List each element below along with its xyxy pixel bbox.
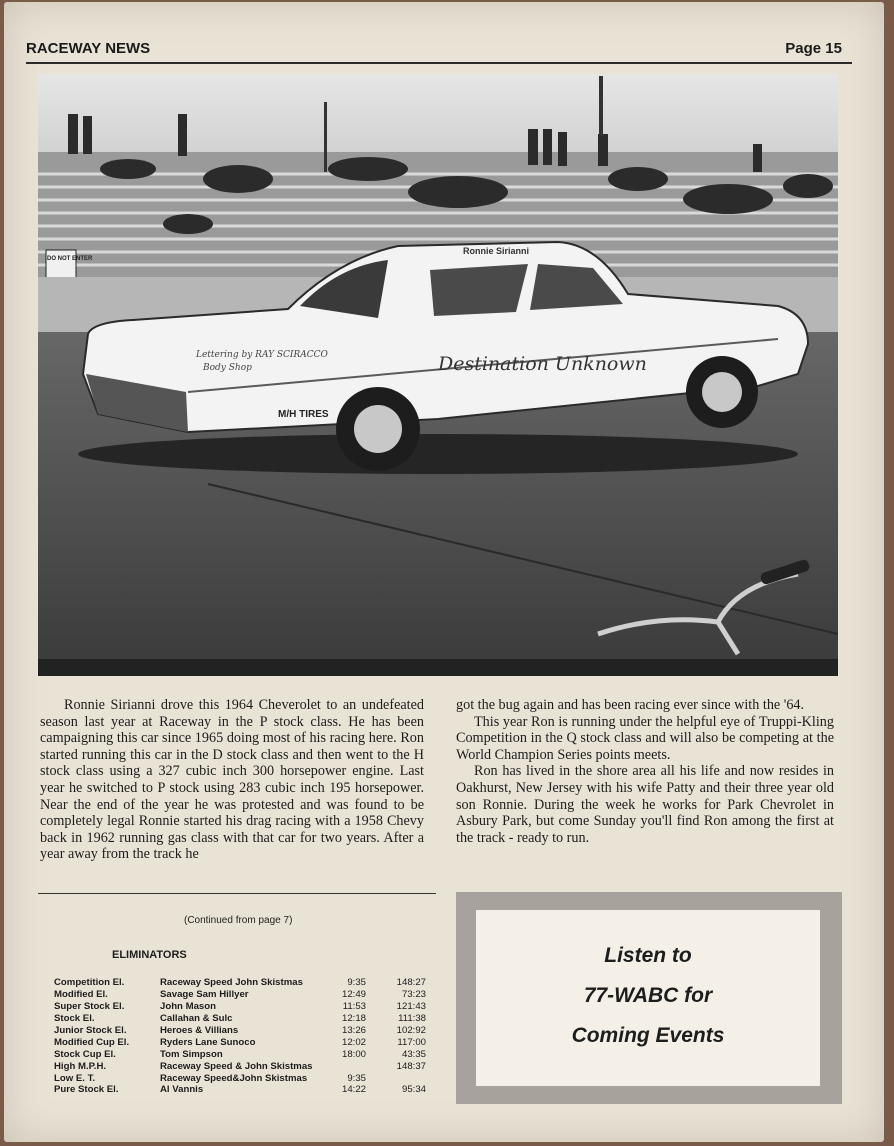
photo-illustration [38,74,838,676]
table-row [54,1060,426,1072]
eliminator-et: 11:53 [342,1001,366,1013]
eliminator-et: 13:26 [341,1025,366,1036]
eliminator-class: Competition El. [54,977,125,989]
eliminators-table [54,977,426,1096]
eliminator-mph: 111:38 [398,1013,426,1025]
eliminator-et: 14:22 [341,1084,366,1096]
eliminator-mph: 117:00 [397,1036,426,1048]
car-tires-lettering: M/H TIRES [278,409,329,420]
eliminator-winner: Raceway Speed&John Skistmas [160,1072,308,1084]
eliminator-class: Junior Stock El. [54,1025,127,1036]
magazine-page [4,2,884,1142]
car-roof-lettering: Ronnie Sirianni [463,246,530,256]
ad-line-listen: Listen to [604,944,692,967]
table-row [54,1036,426,1048]
table-row [54,1048,426,1060]
eliminator-class: Modified Cup El. [54,1036,130,1048]
eliminator-class: Stock Cup El. [54,1048,116,1060]
race-car-photo [38,74,838,676]
eliminator-winner: Raceway Speed & John Skistmas [160,1060,313,1072]
eliminator-mph: 121:43 [396,1001,426,1013]
table-row [54,1025,426,1037]
do-not-enter-sign: DO NOT ENTER [47,256,93,262]
eliminators-title: ELIMINATORS [112,949,187,961]
eliminator-class: Low E. T. [54,1072,96,1084]
eliminator-mph: 102:92 [396,1025,426,1036]
article-paragraph-2: This year Ron is running under the helpful eye of Truppi-Kling Competition in the Q stock class and will also be competing at the World Champion Series points meets. [456,713,834,763]
article-paragraph-1: Ronnie Sirianni drove this 1964 Cheverolet to an undefeated season last year at Raceway in the P stock class. He has been campaigning this car since 1965 doing most of his racing here. Ron started running this car in the D stock class and then went to the H stock class using a 327 cubic inch 300 horsepower engine. Last year he switched to P stock using 283 cubic inch 195 horsepower. Near the end of the year he was protested and was found to be completely legal Ronnie started his drag racing with a 1958 Chevy back in 1962 running gas class with that car for two years. After a year away from the track he [40,697,424,863]
article-paragraph-3: Ron has lived in the shore area all his life and now resides in Oakhurst, New Jersey with his wife Patty and their three year old son Ronnie. During the week he works for Park Chevrolet in Asbury Park, but come Sunday you'll find Ron among the first at the track - ready to run. [456,763,834,846]
eliminator-et [332,1060,366,1072]
section-divider [38,893,436,894]
table-row [54,977,426,989]
ad-line-events: Coming Events [571,1024,725,1047]
table-row [54,1001,426,1013]
car-body-shop-lettering: Body Shop [203,363,252,373]
eliminator-winner: Ryders Lane Sunoco [160,1036,256,1048]
table-row [54,1072,426,1084]
eliminator-mph [366,1072,426,1084]
eliminator-et: 12:49 [341,989,366,1001]
eliminator-class: Stock El. [54,1013,95,1025]
page-number: Page 15 [785,40,842,57]
eliminator-winner: Savage Sam Hillyer [160,989,249,1001]
eliminator-et: 12:02 [341,1036,366,1048]
eliminator-class: Pure Stock El. [54,1084,119,1096]
eliminator-winner: Callahan & Sulc [160,1013,233,1025]
car-name-lettering: Destination Unknown [438,353,647,375]
publication-title: RACEWAY NEWS [26,40,151,57]
eliminator-et: 9:35 [347,977,366,989]
eliminator-mph: 95:34 [401,1084,426,1096]
table-row [54,989,426,1001]
eliminator-winner: Tom Simpson [160,1048,223,1060]
eliminator-class: Super Stock El. [54,1001,125,1013]
article-right-column [456,697,834,846]
eliminator-et: 12:18 [341,1013,366,1025]
eliminator-mph: 73:23 [401,989,426,1001]
article-left-column [40,697,424,863]
header-rule [26,62,852,64]
eliminator-mph: 43:35 [401,1048,426,1060]
eliminator-class: Modified El. [54,989,108,1001]
radio-advertisement [456,892,842,1104]
ad-line-station: 77-WABC for [583,984,713,1007]
eliminator-mph: 148:27 [396,977,426,989]
eliminator-winner: Raceway Speed John Skistmas [160,977,303,989]
eliminator-mph: 148:37 [396,1060,426,1072]
eliminator-winner: Heroes & Villians [160,1025,239,1036]
eliminator-et: 18:00 [341,1048,366,1060]
advertisement-panel [476,910,820,1086]
eliminator-et: 9:35 [347,1072,366,1084]
car-sponsor-lettering: Lettering by RAY SCIRACCO [196,350,328,360]
eliminator-class: High M.P.H. [54,1060,107,1072]
eliminator-winner: Al Vannis [160,1084,204,1096]
table-row [54,1013,426,1025]
table-row [54,1084,426,1096]
eliminator-winner: John Mason [160,1001,216,1013]
continued-note: (Continued from page 7) [184,915,293,926]
article-paragraph-continued: got the bug again and has been racing ever since with the '64. [456,697,805,713]
